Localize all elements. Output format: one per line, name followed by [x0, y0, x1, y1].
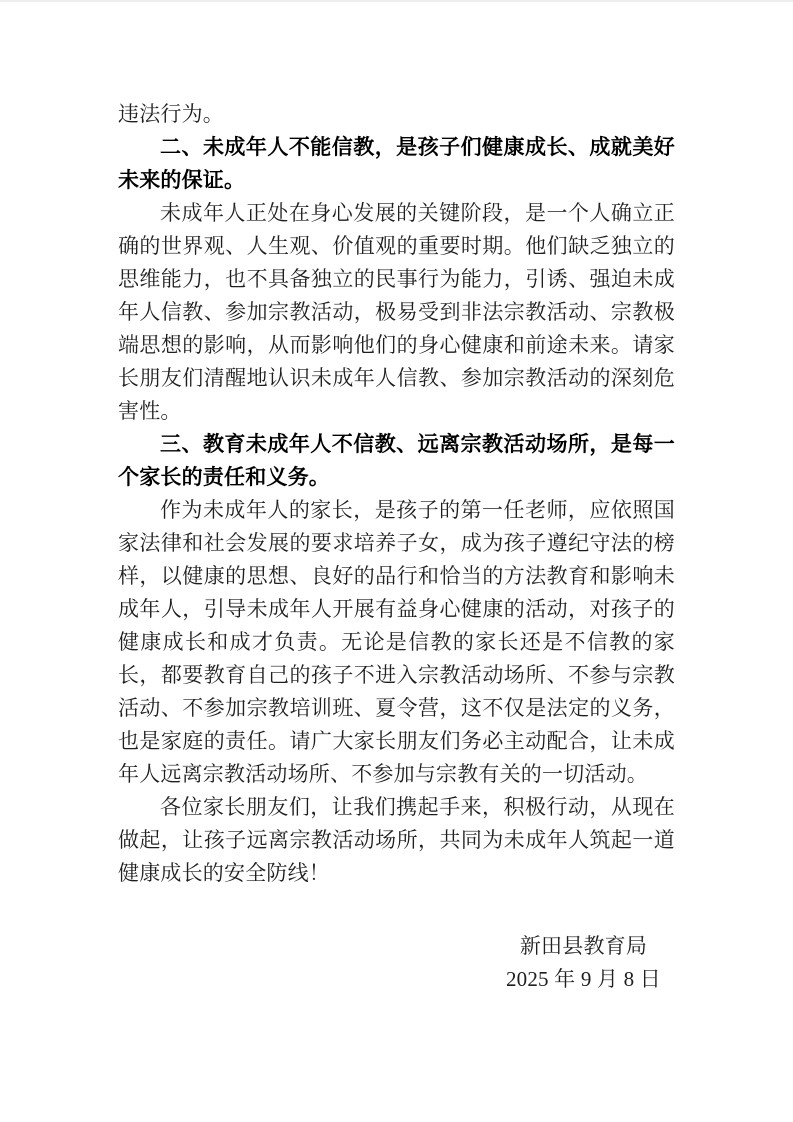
- signature-block: [506, 930, 661, 996]
- body-paragraph: 未成年人正处在身心发展的关键阶段，是一个人确立正确的世界观、人生观、价值观的重要时期。他们缺乏独立的思维能力，也不具备独立的民事行为能力，引诱、强迫未成年人信教、参加宗教活动，极易受到非法宗教活动、宗教极端思想的影响，从而影响他们的身心健康和前途未来。请家长朋友们清醒地认识未成年人信教、参加宗教活动的深刻危害性。: [118, 201, 675, 423]
- continuation-line: 违法行为。: [118, 102, 224, 126]
- body-paragraph: 各位家长朋友们，让我们携起手来，积极行动，从现在做起，让孩子远离宗教活动场所，共同为未成年人筑起一道健康成长的安全防线！: [118, 795, 675, 885]
- section-heading-3: 三、教育未成年人不信教、远离宗教活动场所，是每一个家长的责任和义务。: [118, 433, 675, 489]
- document-body: [118, 98, 675, 996]
- signature-organization: 新田县教育局: [519, 934, 648, 958]
- section-heading-2: 二、未成年人不能信教，是孩子们健康成长、成就美好未来的保证。: [118, 136, 675, 192]
- signature-date: 2025 年 9 月 8 日: [505, 967, 661, 991]
- body-paragraph: 作为未成年人的家长，是孩子的第一任老师，应依照国家法律和社会发展的要求培养子女，成为孩子遵纪守法的榜样，以健康的思想、良好的品行和恰当的方法教育和影响未成年人，引导未成年人开展有益身心健康的活动，对孩子的健康成长和成才负责。无论是信教的家长还是不信教的家长，都要教育自己的孩子不进入宗教活动场所、不参与宗教活动、不参加宗教培训班、夏令营，这不仅是法定的义务，也是家庭的责任。请广大家长朋友们务必主动配合，让未成年人远离宗教活动场所、不参加与宗教有关的一切活动。: [118, 498, 675, 786]
